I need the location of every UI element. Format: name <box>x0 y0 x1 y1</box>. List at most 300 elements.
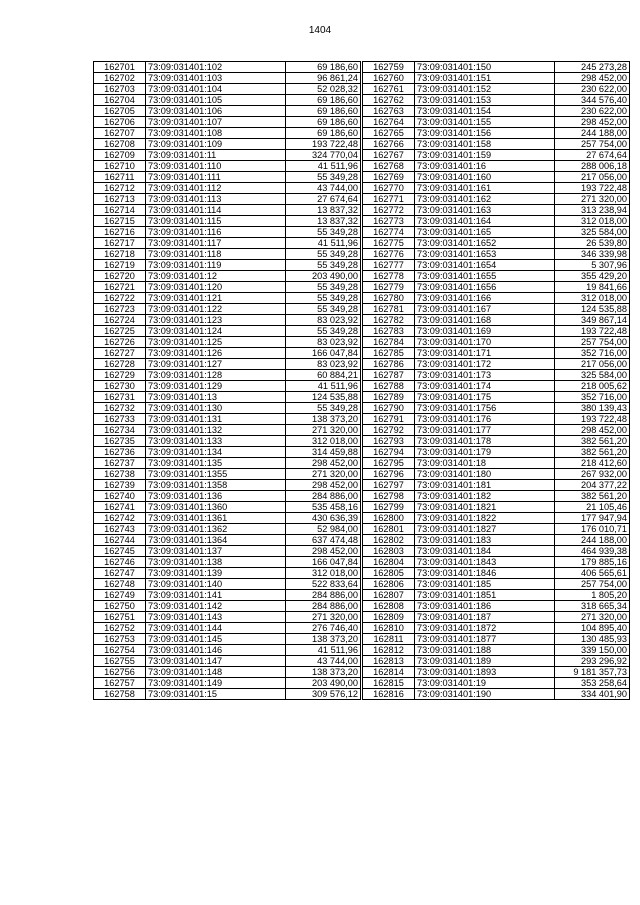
table-row <box>94 370 361 381</box>
table-row <box>363 557 630 568</box>
row-number-cell: 162779 <box>363 282 415 293</box>
table-row <box>363 447 630 458</box>
cadastral-number-cell: 73:09:031401:102 <box>146 62 286 73</box>
table-row <box>94 183 361 194</box>
row-number-cell: 162709 <box>94 150 146 161</box>
row-number-cell: 162783 <box>363 326 415 337</box>
cadastral-number-cell: 73:09:031401:1843 <box>415 557 555 568</box>
cadastral-number-cell: 73:09:031401:184 <box>415 546 555 557</box>
table-row <box>94 458 361 469</box>
cadastral-number-cell: 73:09:031401:11 <box>146 150 286 161</box>
row-number-cell: 162729 <box>94 370 146 381</box>
table-row <box>94 546 361 557</box>
value-cell: 257 754,00 <box>555 337 630 348</box>
row-number-cell: 162753 <box>94 634 146 645</box>
value-cell: 138 373,20 <box>286 414 361 425</box>
table-row <box>363 337 630 348</box>
value-cell: 27 674,64 <box>555 150 630 161</box>
row-number-cell: 162738 <box>94 469 146 480</box>
value-cell: 55 349,28 <box>286 293 361 304</box>
row-number-cell: 162750 <box>94 601 146 612</box>
value-cell: 271 320,00 <box>555 612 630 623</box>
value-cell: 271 320,00 <box>286 469 361 480</box>
table-row <box>94 172 361 183</box>
value-cell: 298 452,00 <box>286 546 361 557</box>
row-number-cell: 162712 <box>94 183 146 194</box>
cadastral-number-cell: 73:09:031401:186 <box>415 601 555 612</box>
table-row <box>363 623 630 634</box>
row-number-cell: 162797 <box>363 480 415 491</box>
row-number-cell: 162757 <box>94 678 146 689</box>
value-cell: 276 746,40 <box>286 623 361 634</box>
table-row <box>363 678 630 689</box>
cadastral-number-cell: 73:09:031401:139 <box>146 568 286 579</box>
table-row <box>363 106 630 117</box>
table-row <box>363 645 630 656</box>
cadastral-number-cell: 73:09:031401:1846 <box>415 568 555 579</box>
cadastral-number-cell: 73:09:031401:119 <box>146 260 286 271</box>
value-cell: 55 349,28 <box>286 326 361 337</box>
row-number-cell: 162752 <box>94 623 146 634</box>
table-row <box>363 183 630 194</box>
row-number-cell: 162798 <box>363 491 415 502</box>
table-row <box>363 502 630 513</box>
row-number-cell: 162726 <box>94 337 146 348</box>
cadastral-number-cell: 73:09:031401:161 <box>415 183 555 194</box>
value-cell: 271 320,00 <box>286 425 361 436</box>
row-number-cell: 162759 <box>363 62 415 73</box>
value-cell: 355 429,20 <box>555 271 630 282</box>
table-row <box>363 656 630 667</box>
value-cell: 52 984,00 <box>286 524 361 535</box>
row-number-cell: 162723 <box>94 304 146 315</box>
value-cell: 267 932,00 <box>555 469 630 480</box>
cadastral-number-cell: 73:09:031401:140 <box>146 579 286 590</box>
table-row <box>94 150 361 161</box>
table-row <box>94 645 361 656</box>
value-cell: 382 561,20 <box>555 447 630 458</box>
left-register-table <box>93 61 361 700</box>
value-cell: 55 349,28 <box>286 172 361 183</box>
cadastral-number-cell: 73:09:031401:126 <box>146 348 286 359</box>
value-cell: 203 490,00 <box>286 678 361 689</box>
cadastral-number-cell: 73:09:031401:121 <box>146 293 286 304</box>
value-cell: 313 238,94 <box>555 205 630 216</box>
value-cell: 21 105,46 <box>555 502 630 513</box>
row-number-cell: 162730 <box>94 381 146 392</box>
cadastral-number-cell: 73:09:031401:175 <box>415 392 555 403</box>
row-number-cell: 162801 <box>363 524 415 535</box>
value-cell: 55 349,28 <box>286 249 361 260</box>
row-number-cell: 162734 <box>94 425 146 436</box>
cadastral-number-cell: 73:09:031401:155 <box>415 117 555 128</box>
row-number-cell: 162735 <box>94 436 146 447</box>
cadastral-number-cell: 73:09:031401:138 <box>146 557 286 568</box>
cadastral-number-cell: 73:09:031401:178 <box>415 436 555 447</box>
table-row <box>94 535 361 546</box>
row-number-cell: 162767 <box>363 150 415 161</box>
row-number-cell: 162714 <box>94 205 146 216</box>
cadastral-number-cell: 73:09:031401:143 <box>146 612 286 623</box>
cadastral-number-cell: 73:09:031401:124 <box>146 326 286 337</box>
value-cell: 5 307,96 <box>555 260 630 271</box>
cadastral-number-cell: 73:09:031401:176 <box>415 414 555 425</box>
value-cell: 522 833,64 <box>286 579 361 590</box>
row-number-cell: 162774 <box>363 227 415 238</box>
value-cell: 52 028,32 <box>286 84 361 95</box>
table-row <box>94 612 361 623</box>
row-number-cell: 162803 <box>363 546 415 557</box>
table-row <box>94 304 361 315</box>
value-cell: 430 636,39 <box>286 513 361 524</box>
value-cell: 318 665,34 <box>555 601 630 612</box>
cadastral-number-cell: 73:09:031401:109 <box>146 139 286 150</box>
value-cell: 535 458,16 <box>286 502 361 513</box>
row-number-cell: 162794 <box>363 447 415 458</box>
cadastral-number-cell: 73:09:031401:107 <box>146 117 286 128</box>
value-cell: 298 452,00 <box>555 73 630 84</box>
table-row <box>363 73 630 84</box>
value-cell: 312 018,00 <box>286 568 361 579</box>
table-row <box>94 271 361 282</box>
table-row <box>94 315 361 326</box>
table-row <box>94 326 361 337</box>
value-cell: 298 452,00 <box>286 480 361 491</box>
table-row <box>363 590 630 601</box>
table-row <box>363 469 630 480</box>
value-cell: 1 805,20 <box>555 590 630 601</box>
cadastral-number-cell: 73:09:031401:1656 <box>415 282 555 293</box>
value-cell: 204 377,22 <box>555 480 630 491</box>
row-number-cell: 162736 <box>94 447 146 458</box>
row-number-cell: 162749 <box>94 590 146 601</box>
value-cell: 193 722,48 <box>286 139 361 150</box>
row-number-cell: 162758 <box>94 689 146 700</box>
value-cell: 55 349,28 <box>286 304 361 315</box>
cadastral-number-cell: 73:09:031401:1893 <box>415 667 555 678</box>
cadastral-number-cell: 73:09:031401:111 <box>146 172 286 183</box>
row-number-cell: 162705 <box>94 106 146 117</box>
table-row <box>363 381 630 392</box>
row-number-cell: 162778 <box>363 271 415 282</box>
row-number-cell: 162792 <box>363 425 415 436</box>
right-register-body <box>363 62 630 700</box>
row-number-cell: 162708 <box>94 139 146 150</box>
value-cell: 166 047,84 <box>286 348 361 359</box>
table-row <box>363 150 630 161</box>
cadastral-number-cell: 73:09:031401:168 <box>415 315 555 326</box>
table-row <box>363 161 630 172</box>
cadastral-number-cell: 73:09:031401:136 <box>146 491 286 502</box>
cadastral-number-cell: 73:09:031401:142 <box>146 601 286 612</box>
value-cell: 324 770,04 <box>286 150 361 161</box>
value-cell: 13 837,32 <box>286 205 361 216</box>
cadastral-number-cell: 73:09:031401:19 <box>415 678 555 689</box>
row-number-cell: 162768 <box>363 161 415 172</box>
cadastral-number-cell: 73:09:031401:158 <box>415 139 555 150</box>
cadastral-number-cell: 73:09:031401:180 <box>415 469 555 480</box>
table-row <box>94 282 361 293</box>
cadastral-number-cell: 73:09:031401:1358 <box>146 480 286 491</box>
table-row <box>363 403 630 414</box>
value-cell: 69 186,60 <box>286 128 361 139</box>
table-row <box>363 513 630 524</box>
row-number-cell: 162761 <box>363 84 415 95</box>
row-number-cell: 162706 <box>94 117 146 128</box>
cadastral-number-cell: 73:09:031401:162 <box>415 194 555 205</box>
table-row <box>363 194 630 205</box>
cadastral-number-cell: 73:09:031401:185 <box>415 579 555 590</box>
table-row <box>363 271 630 282</box>
table-row <box>363 216 630 227</box>
table-row <box>363 634 630 645</box>
value-cell: 27 674,64 <box>286 194 361 205</box>
table-row <box>94 249 361 260</box>
value-cell: 312 018,00 <box>555 293 630 304</box>
cadastral-number-cell: 73:09:031401:160 <box>415 172 555 183</box>
table-row <box>94 161 361 172</box>
cadastral-number-cell: 73:09:031401:1655 <box>415 271 555 282</box>
value-cell: 55 349,28 <box>286 227 361 238</box>
value-cell: 334 401,90 <box>555 689 630 700</box>
row-number-cell: 162808 <box>363 601 415 612</box>
value-cell: 13 837,32 <box>286 216 361 227</box>
row-number-cell: 162704 <box>94 95 146 106</box>
cadastral-number-cell: 73:09:031401:148 <box>146 667 286 678</box>
value-cell: 284 886,00 <box>286 590 361 601</box>
row-number-cell: 162710 <box>94 161 146 172</box>
row-number-cell: 162765 <box>363 128 415 139</box>
row-number-cell: 162740 <box>94 491 146 502</box>
row-number-cell: 162771 <box>363 194 415 205</box>
row-number-cell: 162745 <box>94 546 146 557</box>
cadastral-number-cell: 73:09:031401:105 <box>146 95 286 106</box>
cadastral-number-cell: 73:09:031401:115 <box>146 216 286 227</box>
cadastral-number-cell: 73:09:031401:167 <box>415 304 555 315</box>
value-cell: 104 895,40 <box>555 623 630 634</box>
value-cell: 26 539,80 <box>555 238 630 249</box>
table-row <box>94 139 361 150</box>
row-number-cell: 162725 <box>94 326 146 337</box>
value-cell: 325 584,00 <box>555 370 630 381</box>
cadastral-number-cell: 73:09:031401:170 <box>415 337 555 348</box>
row-number-cell: 162720 <box>94 271 146 282</box>
table-row <box>363 425 630 436</box>
table-row <box>363 249 630 260</box>
cadastral-number-cell: 73:09:031401:174 <box>415 381 555 392</box>
table-row <box>363 392 630 403</box>
value-cell: 244 188,00 <box>555 535 630 546</box>
table-row <box>363 95 630 106</box>
value-cell: 382 561,20 <box>555 491 630 502</box>
table-row <box>94 667 361 678</box>
row-number-cell: 162802 <box>363 535 415 546</box>
value-cell: 43 744,00 <box>286 183 361 194</box>
cadastral-number-cell: 73:09:031401:117 <box>146 238 286 249</box>
cadastral-number-cell: 73:09:031401:141 <box>146 590 286 601</box>
row-number-cell: 162716 <box>94 227 146 238</box>
cadastral-number-cell: 73:09:031401:116 <box>146 227 286 238</box>
cadastral-number-cell: 73:09:031401:110 <box>146 161 286 172</box>
cadastral-number-cell: 73:09:031401:108 <box>146 128 286 139</box>
value-cell: 352 716,00 <box>555 348 630 359</box>
cadastral-number-cell: 73:09:031401:190 <box>415 689 555 700</box>
table-row <box>94 579 361 590</box>
value-cell: 349 867,14 <box>555 315 630 326</box>
value-cell: 60 884,21 <box>286 370 361 381</box>
table-row <box>363 282 630 293</box>
value-cell: 55 349,28 <box>286 403 361 414</box>
row-number-cell: 162711 <box>94 172 146 183</box>
row-number-cell: 162769 <box>363 172 415 183</box>
table-row <box>363 84 630 95</box>
table-row <box>363 326 630 337</box>
table-row <box>94 238 361 249</box>
value-cell: 138 373,20 <box>286 634 361 645</box>
row-number-cell: 162721 <box>94 282 146 293</box>
row-number-cell: 162719 <box>94 260 146 271</box>
value-cell: 339 150,00 <box>555 645 630 656</box>
table-row <box>94 95 361 106</box>
value-cell: 138 373,20 <box>286 667 361 678</box>
cadastral-number-cell: 73:09:031401:146 <box>146 645 286 656</box>
cadastral-number-cell: 73:09:031401:1877 <box>415 634 555 645</box>
value-cell: 309 576,12 <box>286 689 361 700</box>
row-number-cell: 162789 <box>363 392 415 403</box>
cadastral-number-cell: 73:09:031401:1872 <box>415 623 555 634</box>
table-row <box>363 172 630 183</box>
value-cell: 124 535,88 <box>555 304 630 315</box>
table-row <box>363 579 630 590</box>
row-number-cell: 162806 <box>363 579 415 590</box>
table-row <box>363 524 630 535</box>
value-cell: 346 339,98 <box>555 249 630 260</box>
cadastral-number-cell: 73:09:031401:135 <box>146 458 286 469</box>
value-cell: 298 452,00 <box>555 117 630 128</box>
table-row <box>94 425 361 436</box>
table-row <box>94 557 361 568</box>
cadastral-number-cell: 73:09:031401:1821 <box>415 502 555 513</box>
table-row <box>94 260 361 271</box>
row-number-cell: 162793 <box>363 436 415 447</box>
value-cell: 83 023,92 <box>286 337 361 348</box>
table-row <box>94 359 361 370</box>
value-cell: 193 722,48 <box>555 183 630 194</box>
row-number-cell: 162788 <box>363 381 415 392</box>
row-number-cell: 162722 <box>94 293 146 304</box>
cadastral-number-cell: 73:09:031401:187 <box>415 612 555 623</box>
table-row <box>363 480 630 491</box>
row-number-cell: 162718 <box>94 249 146 260</box>
row-number-cell: 162815 <box>363 678 415 689</box>
cadastral-number-cell: 73:09:031401:1653 <box>415 249 555 260</box>
table-row <box>94 106 361 117</box>
value-cell: 230 622,00 <box>555 84 630 95</box>
row-number-cell: 162813 <box>363 656 415 667</box>
row-number-cell: 162707 <box>94 128 146 139</box>
row-number-cell: 162762 <box>363 95 415 106</box>
cadastral-number-cell: 73:09:031401:151 <box>415 73 555 84</box>
row-number-cell: 162776 <box>363 249 415 260</box>
cadastral-number-cell: 73:09:031401:12 <box>146 271 286 282</box>
left-register-body <box>94 62 361 700</box>
table-row <box>94 227 361 238</box>
row-number-cell: 162807 <box>363 590 415 601</box>
table-row <box>363 359 630 370</box>
row-number-cell: 162760 <box>363 73 415 84</box>
value-cell: 312 018,00 <box>555 216 630 227</box>
row-number-cell: 162766 <box>363 139 415 150</box>
cadastral-number-cell: 73:09:031401:118 <box>146 249 286 260</box>
value-cell: 380 139,43 <box>555 403 630 414</box>
row-number-cell: 162743 <box>94 524 146 535</box>
row-number-cell: 162773 <box>363 216 415 227</box>
cadastral-number-cell: 73:09:031401:1361 <box>146 513 286 524</box>
row-number-cell: 162751 <box>94 612 146 623</box>
cadastral-number-cell: 73:09:031401:189 <box>415 656 555 667</box>
table-row <box>363 293 630 304</box>
value-cell: 314 459,88 <box>286 447 361 458</box>
table-row <box>94 436 361 447</box>
value-cell: 284 886,00 <box>286 601 361 612</box>
value-cell: 218 412,60 <box>555 458 630 469</box>
cadastral-number-cell: 73:09:031401:1652 <box>415 238 555 249</box>
table-row <box>363 689 630 700</box>
value-cell: 344 576,40 <box>555 95 630 106</box>
cadastral-number-cell: 73:09:031401:137 <box>146 546 286 557</box>
table-row <box>363 535 630 546</box>
table-row <box>363 546 630 557</box>
table-row <box>363 348 630 359</box>
value-cell: 382 561,20 <box>555 436 630 447</box>
row-number-cell: 162795 <box>363 458 415 469</box>
row-number-cell: 162741 <box>94 502 146 513</box>
value-cell: 271 320,00 <box>286 612 361 623</box>
table-row <box>94 128 361 139</box>
cadastral-number-cell: 73:09:031401:114 <box>146 205 286 216</box>
table-row <box>363 139 630 150</box>
row-number-cell: 162782 <box>363 315 415 326</box>
cadastral-number-cell: 73:09:031401:18 <box>415 458 555 469</box>
row-number-cell: 162703 <box>94 84 146 95</box>
row-number-cell: 162717 <box>94 238 146 249</box>
value-cell: 96 861,24 <box>286 73 361 84</box>
table-row <box>94 469 361 480</box>
value-cell: 312 018,00 <box>286 436 361 447</box>
value-cell: 298 452,00 <box>286 458 361 469</box>
row-number-cell: 162713 <box>94 194 146 205</box>
row-number-cell: 162701 <box>94 62 146 73</box>
value-cell: 218 005,62 <box>555 381 630 392</box>
table-row <box>363 414 630 425</box>
value-cell: 41 511,96 <box>286 238 361 249</box>
cadastral-number-cell: 73:09:031401:127 <box>146 359 286 370</box>
row-number-cell: 162787 <box>363 370 415 381</box>
page-number: 1404 <box>308 25 332 36</box>
table-row <box>363 128 630 139</box>
table-row <box>94 678 361 689</box>
table-row <box>94 293 361 304</box>
row-number-cell: 162796 <box>363 469 415 480</box>
table-row <box>94 480 361 491</box>
row-number-cell: 162816 <box>363 689 415 700</box>
table-row <box>363 601 630 612</box>
row-number-cell: 162780 <box>363 293 415 304</box>
table-row <box>94 502 361 513</box>
row-number-cell: 162799 <box>363 502 415 513</box>
table-row <box>94 205 361 216</box>
row-number-cell: 162814 <box>363 667 415 678</box>
